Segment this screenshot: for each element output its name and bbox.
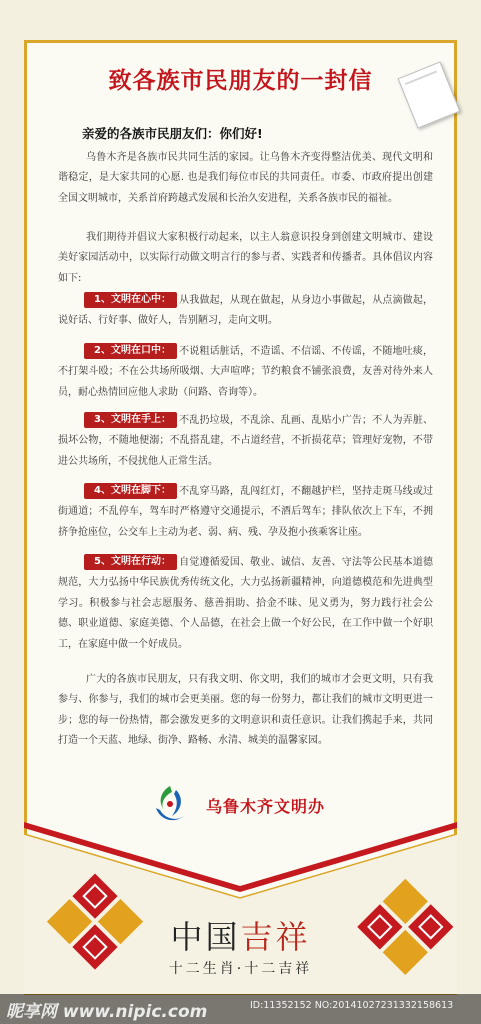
banner-title-b: 吉祥 [240,918,311,956]
closing-paragraph [58,670,433,752]
section-text: 不乱扔垃圾，不乱涂、乱画、乱贴小广告；不人为弄脏、损坏公物，不随地便溺；不乱搭乱建，不占道经营，不折损花草；管理好宠物，不带进公共场所，不侵扰他人正常生活。 [58,415,433,467]
intro-text-2: 我们期待并倡议大家积极行动起来，以主人翁意识投身到创建文明城市、建设美好家园活动中，以实际行动做文明言行的参与者、实践者和传播者。具体倡议内容如下: [58,232,433,284]
letter-title: 致各族市民朋友的一封信 [108,67,373,94]
watermark-id: ID:11352152 NO:20141027231332158613 [250,1000,454,1011]
section-2 [58,342,433,403]
banner-subtitle: 十二生肖·十二吉祥 [168,961,313,977]
signature: 乌鲁木齐文明办 [206,797,326,816]
section-tag: 1、文明在心中： [84,292,177,308]
section-text: 不乱穿马路，乱闯红灯，不翻越护栏，坚持走斑马线或过街通道；不乱停车，驾车时严格遵守交通提示，不酒后驾车；排队依次上下车，不拥挤争抢座位，公交车上主动为老、弱、病、残、孕及抱小孩乘客让座。 [58,486,433,538]
section-1 [58,291,433,332]
watermark-logo: 昵享网 www.nipic.com [6,1002,208,1022]
section-tag: 3、文明在手上： [84,412,177,428]
closing-text: 广大的各族市民朋友，只有我文明、你文明，我们的城市才会更文明，只有我参与、你参与，我们的城市会更美丽。您的每一份努力，都让我们的城市文明更进一步；您的每一份热情，都会激发更多的文明意识和责任意识。让我们携起手来，共同打造一个天蓝、地绿、街净、路畅、水清、城美的温馨家园。 [58,674,433,747]
section-5 [58,553,433,655]
banner-title [0,912,481,958]
intro-paragraph-2 [58,228,433,289]
section-text: 不说粗话脏话，不造谣、不信谣、不传谣，不随地吐痰，不打架斗殴；不在公共场所吸烟、大声喧哗；节约粮食不铺张浪费，友善对待外来人员，耐心热情回应他人求助（问路、咨询等）。 [58,346,433,398]
section-tag: 5、文明在行动： [84,554,177,570]
section-3 [58,411,433,472]
section-text: 从我做起，从现在做起，从身边小事做起，从点滴做起，说好话、行好事、做好人，告别陋习，走向文明。 [58,295,433,327]
section-tag: 4、文明在脚下： [84,483,177,499]
section-tag: 2、文明在口中： [84,343,177,359]
intro-paragraph-1 [58,148,433,209]
section-text: 自觉遵循爱国、敬业、诚信、友善、守法等公民基本道德规范，大力弘扬中华民族优秀传统文化，大力弘扬新疆精神，向道德模范和先进典型学习。积极参与社会志愿服务、慈善捐助、拾金不昧、见义勇为，努力践行社会公德、职业道德、家庭美德、个人品德，在社会上做一个好公民，在工作中做一个好职工，在家庭中做一个好成员。 [58,557,433,650]
intro-text-1: 乌鲁木齐是各族市民共同生活的家园。让乌鲁木齐变得整洁优美、现代文明和谐稳定，是大家共同的心愿. 也是我们每位市民的共同责任。市委、市政府提出创建全国文明城市，关系首府跨越式发展和长治久安进程，关系各族市民的福祉。 [58,152,433,204]
section-4 [58,482,433,543]
greeting: 亲爱的各族市民朋友们：你们好! [82,126,263,141]
banner-title-a: 中国 [170,918,241,956]
